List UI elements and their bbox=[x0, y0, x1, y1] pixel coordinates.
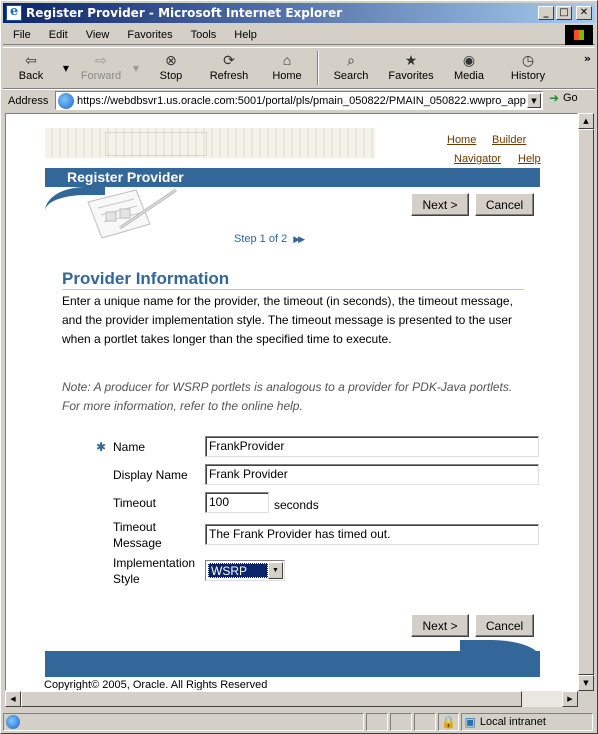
status-zone-panel bbox=[461, 713, 593, 731]
forward-dropdown-button[interactable]: ▼ bbox=[132, 63, 140, 73]
media-icon: ◉ bbox=[462, 51, 476, 68]
timeout-unit: seconds bbox=[274, 498, 319, 512]
refresh-label: Refresh bbox=[209, 70, 249, 82]
menu-help[interactable]: Help bbox=[234, 28, 257, 41]
refresh-button[interactable] bbox=[199, 48, 259, 88]
next-button-top[interactable]: Next > bbox=[411, 193, 469, 216]
windows-logo-icon bbox=[565, 25, 593, 45]
cancel-button-bottom[interactable]: Cancel bbox=[475, 614, 534, 637]
scroll-right-icon[interactable]: ▶ bbox=[562, 691, 578, 707]
media-label: Media bbox=[454, 70, 484, 82]
timeout-message-label-line1: Timeout bbox=[113, 520, 156, 534]
window-title: Register Provider - Microsoft Internet Explorer bbox=[26, 6, 343, 20]
name-label: Name bbox=[113, 440, 146, 454]
scroll-left-icon[interactable]: ◀ bbox=[5, 691, 21, 707]
clipboard-illustration-icon bbox=[76, 184, 180, 246]
register-provider-page bbox=[6, 114, 578, 691]
horizontal-scroll-thumb[interactable] bbox=[21, 691, 522, 707]
step-text: Step 1 of 2 bbox=[234, 233, 288, 245]
refresh-icon: ⟳ bbox=[223, 51, 235, 68]
history-button[interactable] bbox=[497, 48, 559, 88]
required-field-icon: ✱ bbox=[96, 440, 107, 454]
stop-icon: ⊗ bbox=[165, 51, 177, 68]
step-next-arrows-icon[interactable]: ▶▶ bbox=[293, 233, 304, 244]
intranet-zone-icon: ▣ bbox=[464, 715, 476, 729]
address-url: https://webdbsvr1.us.oracle.com:5001/portal/pls/pmain_050822/PMAIN_050822.wwpro_app bbox=[77, 94, 526, 107]
close-button[interactable]: ✕ bbox=[576, 6, 592, 20]
menu-edit[interactable]: Edit bbox=[48, 28, 68, 41]
back-dropdown-button[interactable]: ▼ bbox=[62, 63, 70, 73]
home-link[interactable]: Home bbox=[447, 134, 477, 146]
section-title: Provider Information bbox=[62, 269, 524, 290]
status-panel-3 bbox=[390, 713, 412, 731]
address-label: Address bbox=[8, 94, 49, 107]
status-main-panel bbox=[3, 713, 364, 731]
favorites-icon: ★ bbox=[404, 51, 418, 68]
implementation-style-value: WSRP bbox=[208, 563, 268, 578]
help-link[interactable]: Help bbox=[518, 153, 541, 165]
name-input[interactable]: FrankProvider bbox=[205, 436, 539, 457]
status-secure-panel bbox=[438, 713, 460, 731]
menu-tools[interactable]: Tools bbox=[190, 28, 217, 41]
toolbar-separator bbox=[317, 51, 319, 85]
menu-view[interactable]: View bbox=[85, 28, 110, 41]
home-icon: ⌂ bbox=[282, 52, 292, 68]
status-panel-4 bbox=[414, 713, 436, 731]
minimize-button[interactable]: _ bbox=[538, 6, 554, 20]
go-button[interactable] bbox=[549, 92, 578, 104]
portal-banner-graphic bbox=[45, 128, 375, 158]
page-viewport bbox=[5, 113, 578, 691]
search-button[interactable] bbox=[321, 48, 381, 88]
display-name-label: Display Name bbox=[113, 468, 188, 482]
back-button[interactable] bbox=[3, 48, 59, 88]
go-arrow-icon: ➜ bbox=[549, 91, 560, 105]
stop-button[interactable] bbox=[143, 48, 199, 88]
timeout-message-label-line2: Message bbox=[113, 536, 162, 550]
address-dropdown-button[interactable]: ▼ bbox=[527, 93, 541, 108]
chevron-down-icon[interactable]: ▼ bbox=[268, 562, 283, 579]
back-label: Back bbox=[18, 70, 44, 82]
timeout-input[interactable]: 100 bbox=[205, 492, 269, 513]
wsrp-note: Note: A producer for WSRP portlets is analogous to a provider for PDK-Java portlets. For more information, refer to the online help. bbox=[62, 380, 513, 413]
section-description: Enter a unique name for the provider, the timeout (in seconds), the timeout message, and the provider implementation style. The timeout message is presented to the user when a portlet takes longer than the specified time to execute. bbox=[62, 294, 513, 346]
display-name-input[interactable]: Frank Provider bbox=[205, 464, 539, 485]
search-icon: ⌕ bbox=[347, 51, 355, 68]
search-label: Search bbox=[333, 70, 369, 82]
status-bar bbox=[3, 711, 595, 733]
implementation-style-select[interactable] bbox=[205, 560, 285, 581]
toolbar-more-button[interactable]: » bbox=[583, 52, 591, 65]
title-bar bbox=[3, 3, 595, 23]
implementation-style-label-line1: Implementation bbox=[113, 556, 196, 570]
forward-arrow-icon: ⇨ bbox=[95, 51, 107, 68]
address-input[interactable] bbox=[55, 91, 543, 110]
favorites-button[interactable] bbox=[381, 48, 441, 88]
next-button-bottom[interactable]: Next > bbox=[411, 614, 469, 637]
toolbar bbox=[3, 47, 595, 89]
back-arrow-icon: ⇦ bbox=[25, 51, 37, 68]
stop-label: Stop bbox=[159, 70, 183, 82]
timeout-label: Timeout bbox=[113, 496, 156, 510]
ie-app-icon bbox=[6, 5, 22, 21]
address-bar bbox=[3, 89, 595, 111]
page-footer-bar bbox=[45, 651, 540, 677]
vertical-scrollbar[interactable] bbox=[578, 113, 594, 691]
navigator-link[interactable]: Navigator bbox=[454, 153, 502, 165]
page-status-icon bbox=[6, 715, 20, 729]
menu-file[interactable]: File bbox=[13, 28, 31, 41]
favorites-label: Favorites bbox=[388, 70, 434, 82]
implementation-style-label-line2: Style bbox=[113, 572, 140, 586]
forward-button[interactable] bbox=[73, 48, 129, 88]
horizontal-scrollbar[interactable] bbox=[5, 691, 578, 707]
media-button[interactable] bbox=[441, 48, 497, 88]
forward-label: Forward bbox=[80, 70, 122, 82]
history-icon: ◷ bbox=[521, 51, 535, 68]
lock-icon: 🔒 bbox=[441, 715, 456, 729]
timeout-message-input[interactable]: The Frank Provider has timed out. bbox=[205, 524, 539, 545]
menu-bar bbox=[3, 25, 595, 45]
zone-text: Local intranet bbox=[479, 716, 546, 728]
cancel-button-top[interactable]: Cancel bbox=[475, 193, 534, 216]
copyright-text: Copyright© 2005, Oracle. All Rights Reserved bbox=[44, 679, 268, 691]
go-label: Go bbox=[563, 92, 578, 104]
builder-link[interactable]: Builder bbox=[492, 134, 527, 146]
home-label: Home bbox=[272, 70, 302, 82]
home-button[interactable] bbox=[259, 48, 315, 88]
page-icon bbox=[58, 93, 74, 109]
scroll-down-icon[interactable]: ▼ bbox=[578, 675, 594, 691]
history-label: History bbox=[510, 70, 546, 82]
menu-favorites[interactable]: Favorites bbox=[127, 28, 173, 41]
status-panel-2 bbox=[366, 713, 388, 731]
scroll-up-icon[interactable]: ▲ bbox=[578, 113, 594, 129]
step-indicator bbox=[234, 233, 303, 245]
vertical-scroll-thumb[interactable] bbox=[578, 129, 594, 675]
page-header-title: Register Provider bbox=[67, 169, 184, 185]
maximize-button[interactable]: □ bbox=[556, 6, 572, 20]
